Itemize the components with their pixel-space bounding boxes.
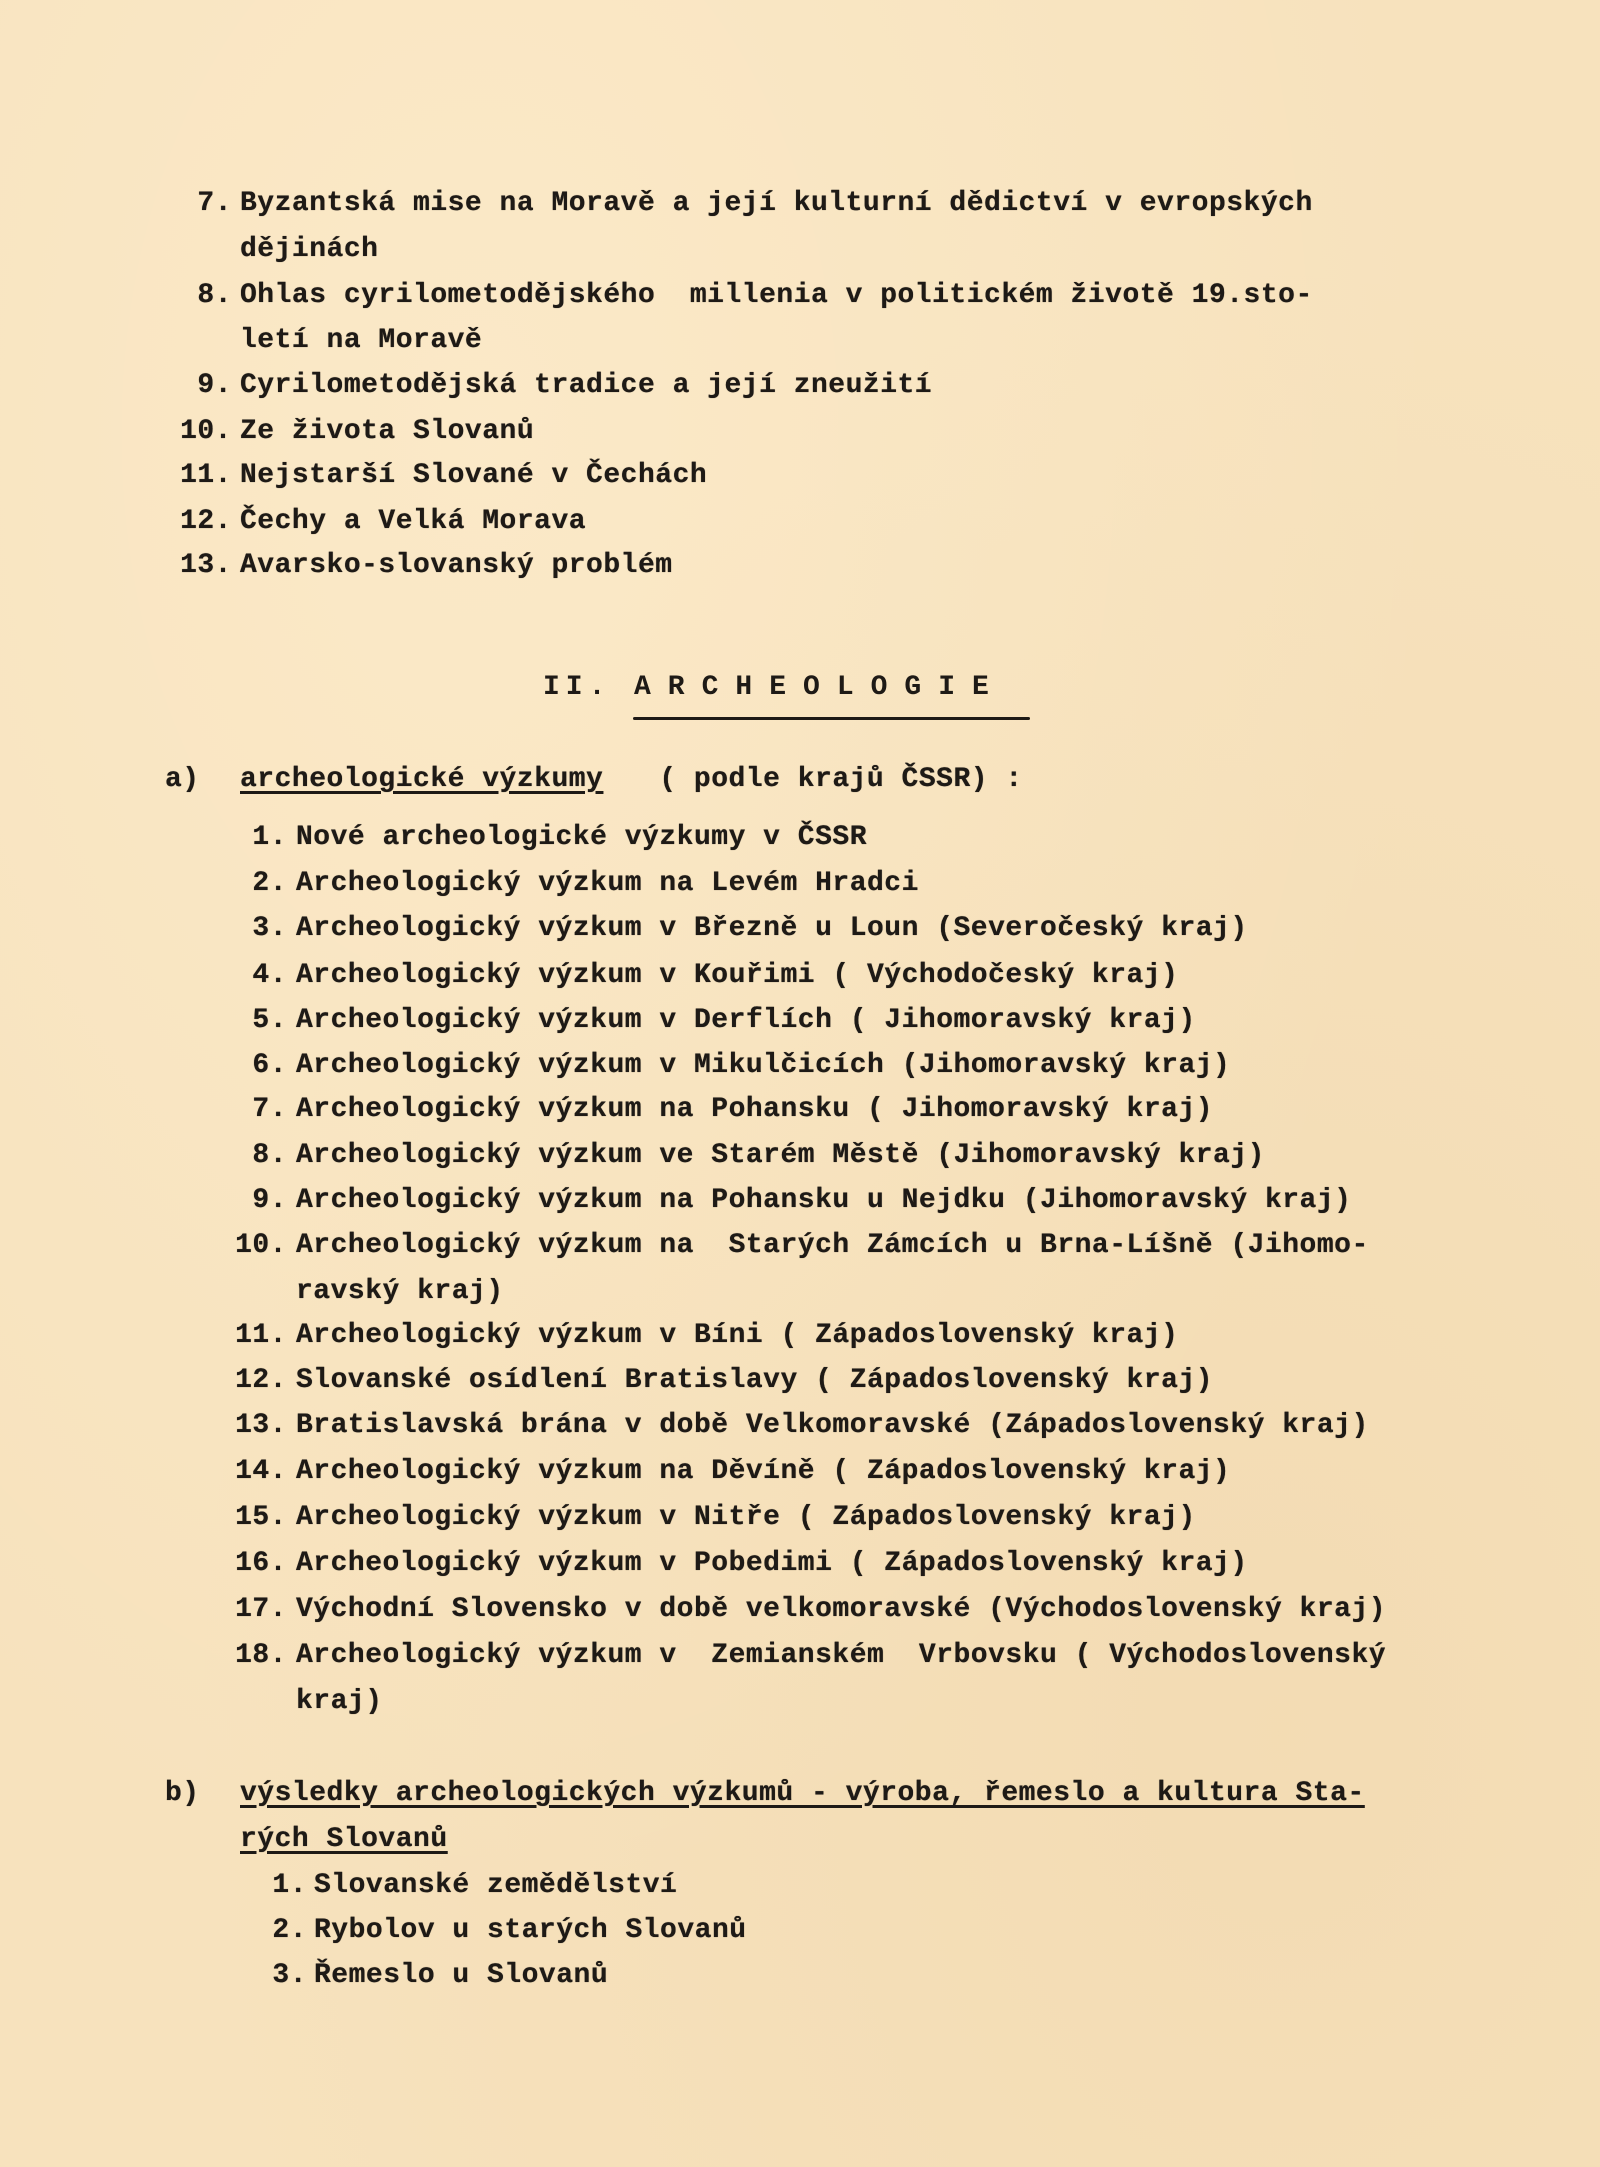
item-number: 10. xyxy=(180,416,232,447)
item-number: 12. xyxy=(180,506,232,537)
list-item-text: Ohlas cyrilometodějského millenia v politickém životě 19.sto- xyxy=(240,280,1313,311)
list-item-text: Archeologický výzkum na Děvíně ( Západoslovenský kraj) xyxy=(296,1456,1231,1487)
section-title: ARCHEOLOGIE xyxy=(634,672,1006,703)
list-item-text: Nové archeologické výzkumy v ČSSR xyxy=(296,822,867,853)
item-number: 13. xyxy=(180,550,232,581)
item-number: 7. xyxy=(197,188,232,219)
list-item-text: Archeologický výzkum v Mikulčicích (Jihomoravský kraj) xyxy=(296,1050,1231,1081)
item-number: 14. xyxy=(235,1456,287,1487)
subsection-label: b) xyxy=(165,1778,200,1809)
list-item-text: Archeologický výzkum v Zemianském Vrbovsku ( Východoslovenský xyxy=(296,1640,1387,1671)
list-item-text: Slovanské zemědělství xyxy=(314,1870,678,1901)
list-item-text: Archeologický výzkum v Pobedimi ( Západoslovenský kraj) xyxy=(296,1548,1248,1579)
heading-underline xyxy=(633,717,1030,720)
list-item-text: letí na Moravě xyxy=(240,325,483,356)
list-item-text: Archeologický výzkum na Levém Hradci xyxy=(296,868,919,899)
item-number: 18. xyxy=(235,1640,287,1671)
list-item-text: Nejstarší Slované v Čechách xyxy=(240,460,708,491)
subsection-title-rest: ( podle krajů ČSSR) : xyxy=(642,764,1023,795)
list-item-text: Čechy a Velká Morava xyxy=(240,506,587,537)
item-number: 16. xyxy=(235,1548,287,1579)
list-item-text: Archeologický výzkum v Bíni ( Západoslovenský kraj) xyxy=(296,1320,1179,1351)
subsection-label: a) xyxy=(165,764,200,795)
list-item-text: Archeologický výzkum na Pohansku u Nejdku (Jihomoravský kraj) xyxy=(296,1185,1352,1216)
list-item-text: Ze života Slovanů xyxy=(240,416,535,447)
list-item-text: Archeologický výzkum v Březně u Loun (Severočeský kraj) xyxy=(296,913,1248,944)
item-number: 12. xyxy=(235,1365,287,1396)
item-number: 4. xyxy=(252,960,287,991)
item-number: 7. xyxy=(252,1094,287,1125)
item-number: 9. xyxy=(252,1185,287,1216)
list-item-text: Archeologický výzkum v Kouřimi ( Východočeský kraj) xyxy=(296,960,1179,991)
item-number: 3. xyxy=(252,913,287,944)
list-item-text: dějinách xyxy=(240,234,379,265)
subsection-title: výsledky archeologických výzkumů - výroba, řemeslo a kultura Sta- xyxy=(240,1778,1365,1809)
list-item-text: Bratislavská brána v době Velkomoravské (Západoslovenský kraj) xyxy=(296,1410,1369,1441)
item-number: 5. xyxy=(252,1005,287,1036)
list-item-text: Avarsko-slovanský problém xyxy=(240,550,673,581)
list-item-text: ravský kraj) xyxy=(296,1276,504,1307)
item-number: 8. xyxy=(252,1140,287,1171)
item-number: 3. xyxy=(272,1960,307,1991)
subsection-title: rých Slovanů xyxy=(240,1824,448,1855)
section-numeral: II. xyxy=(543,672,612,703)
item-number: 2. xyxy=(252,868,287,899)
item-number: 17. xyxy=(235,1594,287,1625)
item-number: 8. xyxy=(197,280,232,311)
list-item-text: Východní Slovensko v době velkomoravské (Východoslovenský kraj) xyxy=(296,1594,1387,1625)
list-item-text: Archeologický výzkum na Starých Zámcích u Brna-Líšně (Jihomo- xyxy=(296,1230,1369,1261)
item-number: 15. xyxy=(235,1502,287,1533)
list-item-text: Archeologický výzkum v Nitře ( Západoslovenský kraj) xyxy=(296,1502,1196,1533)
list-item-text: Archeologický výzkum v Derflích ( Jihomoravský kraj) xyxy=(296,1005,1196,1036)
item-number: 11. xyxy=(180,460,232,491)
subsection-title: archeologické výzkumy xyxy=(240,764,604,795)
list-item-text: Rybolov u starých Slovanů xyxy=(314,1915,747,1946)
list-item-text: Archeologický výzkum ve Starém Městě (Jihomoravský kraj) xyxy=(296,1140,1265,1171)
list-item-text: Řemeslo u Slovanů xyxy=(314,1960,609,1991)
list-item-text: Slovanské osídlení Bratislavy ( Západoslovenský kraj) xyxy=(296,1365,1214,1396)
item-number: 1. xyxy=(272,1870,307,1901)
item-number: 2. xyxy=(272,1915,307,1946)
list-item-text: Cyrilometodějská tradice a její zneužití xyxy=(240,370,933,401)
list-item-text: Byzantská mise na Moravě a její kulturní dědictví v evropských xyxy=(240,188,1313,219)
list-item-text: kraj) xyxy=(296,1686,383,1717)
list-item-text: Archeologický výzkum na Pohansku ( Jihomoravský kraj) xyxy=(296,1094,1214,1125)
item-number: 10. xyxy=(235,1230,287,1261)
item-number: 6. xyxy=(252,1050,287,1081)
item-number: 1. xyxy=(252,822,287,853)
item-number: 13. xyxy=(235,1410,287,1441)
item-number: 11. xyxy=(235,1320,287,1351)
item-number: 9. xyxy=(197,370,232,401)
